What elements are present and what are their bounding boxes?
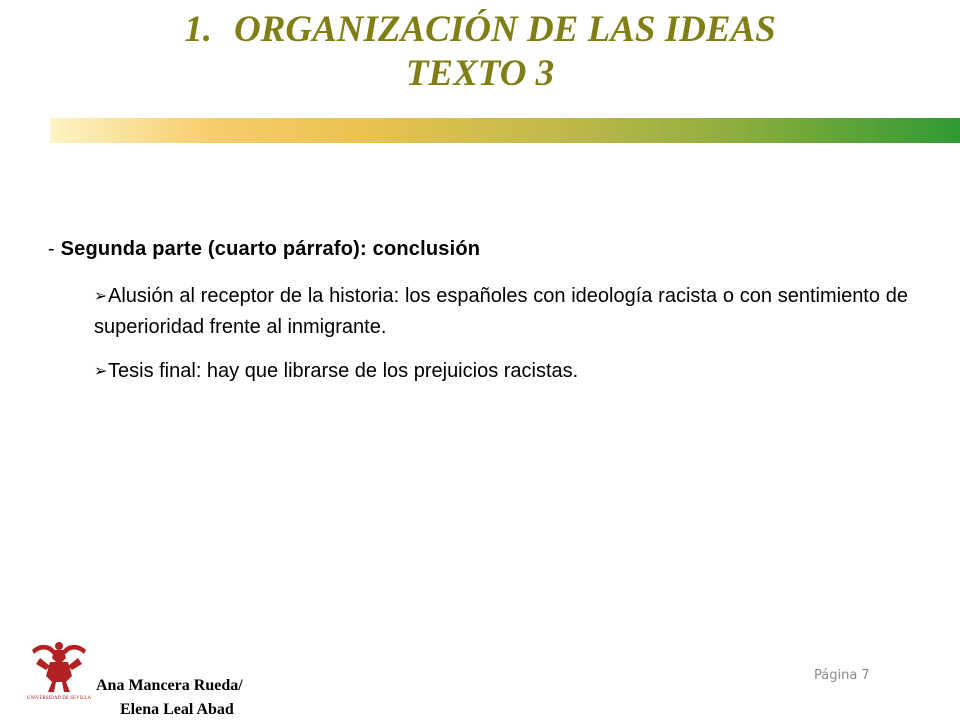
- bullet-text: Tesis final: hay que librarse de los prejuicios racistas.: [108, 360, 579, 382]
- author-line-2: Elena Leal Abad: [120, 701, 234, 718]
- bullet-item: [94, 281, 908, 342]
- bullet-item: [94, 356, 908, 387]
- title-gradient-bar: [50, 118, 960, 143]
- title-text: ORGANIZACIÓN DE LAS IDEAS: [233, 9, 776, 50]
- arrow-bullet-icon: ➢: [94, 363, 108, 380]
- heading-dash: -: [48, 238, 55, 260]
- author-credit: [96, 674, 243, 722]
- title-line-2: TEXTO 3: [405, 53, 555, 94]
- author-line-1: Ana Mancera Rueda/: [96, 677, 243, 694]
- page-number: Página 7: [814, 668, 870, 683]
- section-heading: [48, 238, 908, 261]
- slide-content: [48, 238, 908, 387]
- heading-text: Segunda parte (cuarto párrafo): conclusión: [60, 238, 481, 260]
- arrow-bullet-icon: ➢: [94, 288, 108, 305]
- title-number: 1.: [184, 9, 212, 50]
- slide-title: [0, 8, 960, 96]
- logo-caption: UNIVERSIDAD DE SEVILLA: [26, 696, 92, 701]
- title-line-1: [0, 8, 960, 52]
- university-seal-icon: [26, 636, 92, 702]
- bullet-text: Alusión al receptor de la historia: los españoles con ideología racista o con sentimiento de superioridad frente al inmigrante.: [94, 285, 908, 338]
